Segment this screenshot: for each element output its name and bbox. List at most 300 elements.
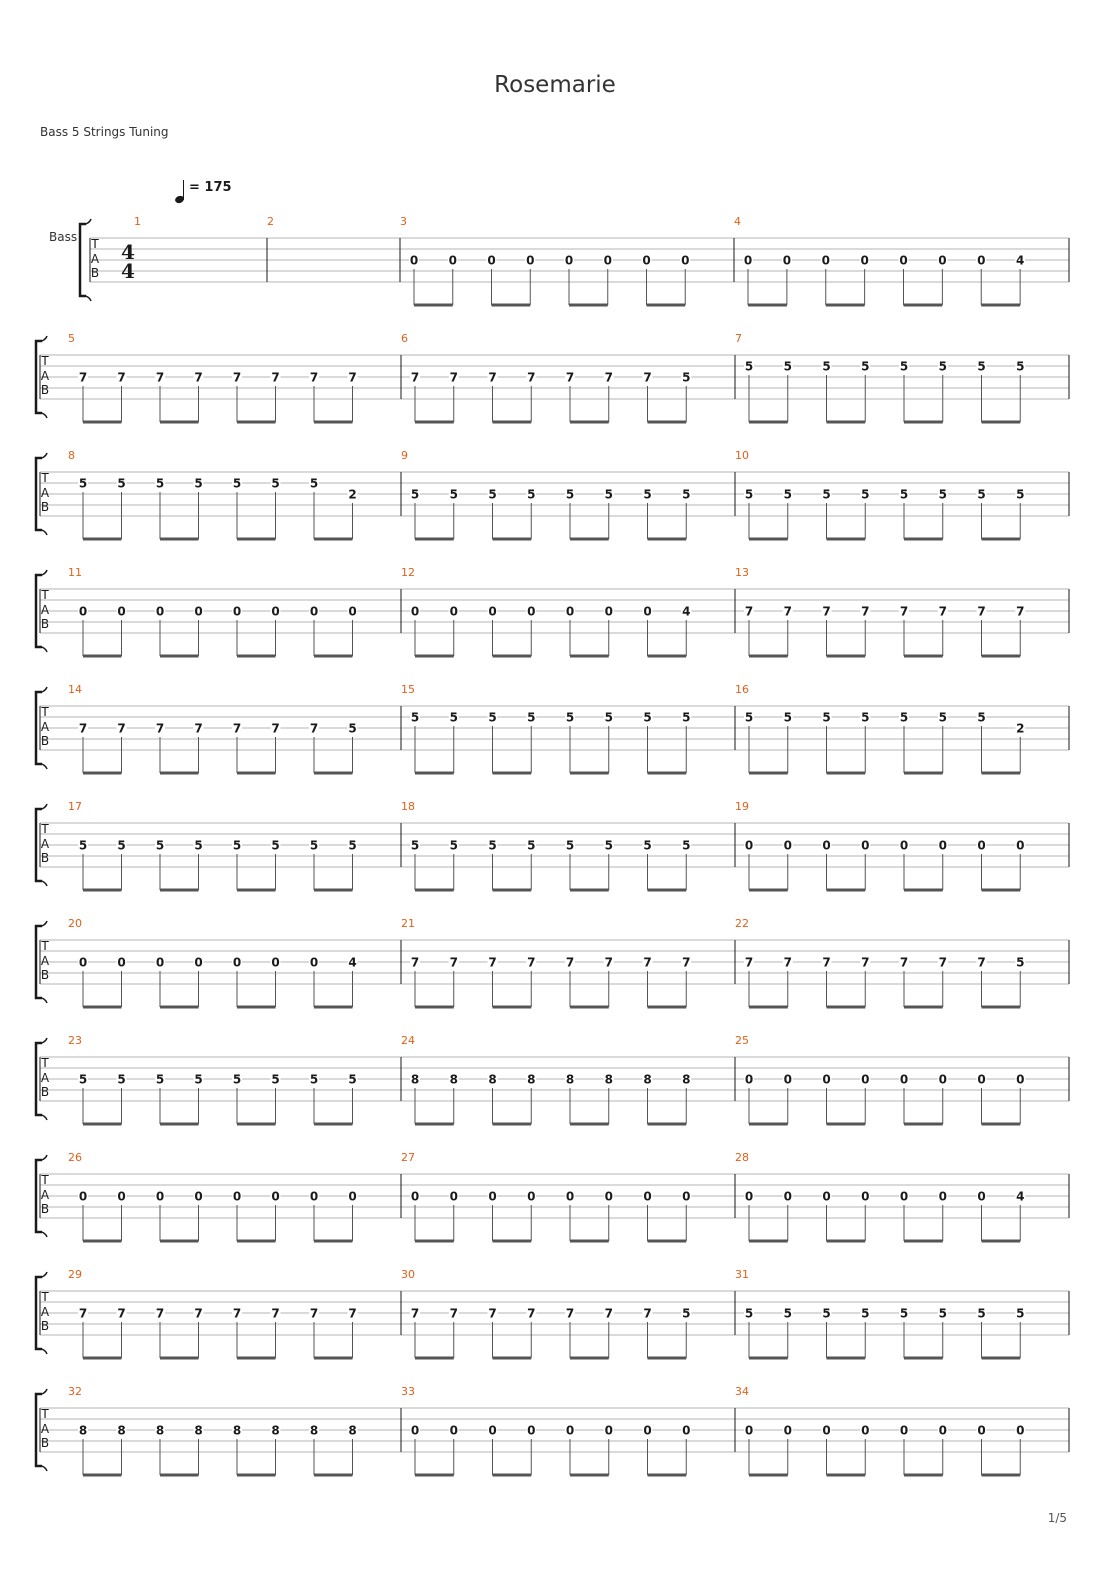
bracket-bottom-hook xyxy=(42,413,47,418)
fret-number: 7 xyxy=(232,370,242,385)
fret-number: 7 xyxy=(194,1306,203,1321)
fret-number: 5 xyxy=(565,710,575,725)
fret-number: 5 xyxy=(78,838,88,853)
fret-number: 8 xyxy=(78,1423,88,1438)
fret-number: 4 xyxy=(1016,1189,1025,1204)
tab-clef-letter: T xyxy=(41,822,49,836)
fret-number: 0 xyxy=(527,604,536,619)
fret-number: 0 xyxy=(1016,1072,1025,1087)
fret-number: 0 xyxy=(448,253,457,268)
fret-number: 7 xyxy=(899,604,909,619)
fret-number: 0 xyxy=(194,955,203,970)
fret-number: 8 xyxy=(565,1072,575,1087)
fret-number: 0 xyxy=(938,1189,947,1204)
tab-clef-letter: A xyxy=(40,954,50,968)
fret-number: 5 xyxy=(348,838,357,853)
fret-number: 5 xyxy=(783,359,792,374)
tab-clef-letter: B xyxy=(40,500,50,514)
fret-number: 0 xyxy=(783,1189,792,1204)
fret-number: 7 xyxy=(449,370,458,385)
fret-number: 5 xyxy=(682,487,691,502)
fret-number: 7 xyxy=(78,370,88,385)
measure-number: 19 xyxy=(735,800,749,813)
measure-number: 12 xyxy=(401,566,415,579)
tab-staff-svg xyxy=(0,917,1110,1020)
fret-number: 4 xyxy=(1015,253,1025,268)
fret-number: 0 xyxy=(449,604,458,619)
fret-number: 7 xyxy=(117,1306,126,1321)
fret-number: 5 xyxy=(899,710,909,725)
measure-number: 4 xyxy=(734,215,741,228)
fret-number: 5 xyxy=(822,487,831,502)
fret-number: 0 xyxy=(822,1423,831,1438)
fret-number: 7 xyxy=(861,604,870,619)
measure-number: 23 xyxy=(68,1034,82,1047)
fret-number: 0 xyxy=(938,1072,947,1087)
fret-number: 0 xyxy=(977,1423,986,1438)
fret-number: 0 xyxy=(643,604,652,619)
time-signature-denominator: 4 xyxy=(121,259,135,283)
fret-number: 5 xyxy=(117,476,126,491)
fret-number: 0 xyxy=(194,1189,203,1204)
measure-number: 16 xyxy=(735,683,749,696)
fret-number: 0 xyxy=(527,1423,536,1438)
fret-number: 5 xyxy=(822,359,831,374)
bracket-top-hook xyxy=(42,921,47,926)
tab-staff-svg xyxy=(0,683,1110,786)
fret-number: 7 xyxy=(232,1306,242,1321)
fret-number: 7 xyxy=(938,955,947,970)
fret-number: 5 xyxy=(977,359,986,374)
tab-staff-svg xyxy=(0,1385,1110,1488)
measure-number: 11 xyxy=(68,566,82,579)
tab-system xyxy=(0,1034,1110,1137)
fret-number: 5 xyxy=(977,487,986,502)
fret-number: 7 xyxy=(643,955,652,970)
measure-number: 21 xyxy=(401,917,415,930)
tab-clef-letter: T xyxy=(41,939,49,953)
tab-clef-letter: B xyxy=(40,968,50,982)
measure-number: 33 xyxy=(401,1385,415,1398)
fret-number: 0 xyxy=(565,1189,575,1204)
fret-number: 0 xyxy=(155,955,165,970)
fret-number: 5 xyxy=(271,1072,280,1087)
tab-clef-letter: B xyxy=(90,266,100,280)
bracket-top-hook xyxy=(42,336,47,341)
fret-number: 8 xyxy=(682,1072,691,1087)
fret-number: 5 xyxy=(309,838,319,853)
fret-number: 0 xyxy=(409,253,419,268)
measure-number: 29 xyxy=(68,1268,82,1281)
fret-number: 0 xyxy=(822,1189,831,1204)
fret-number: 0 xyxy=(487,253,496,268)
tab-system xyxy=(0,1385,1110,1488)
tab-clef-letter: A xyxy=(90,252,100,266)
tab-system xyxy=(0,332,1110,435)
fret-number: 7 xyxy=(348,370,357,385)
tab-clef-letter: A xyxy=(40,720,50,734)
bracket-bottom-hook xyxy=(86,296,91,301)
fret-number: 0 xyxy=(271,1189,280,1204)
fret-number: 7 xyxy=(488,370,497,385)
fret-number: 0 xyxy=(78,955,88,970)
fret-number: 5 xyxy=(565,487,575,502)
fret-number: 8 xyxy=(643,1072,652,1087)
fret-number: 7 xyxy=(232,721,242,736)
fret-number: 7 xyxy=(604,1306,613,1321)
measure-number: 30 xyxy=(401,1268,415,1281)
fret-number: 8 xyxy=(271,1423,280,1438)
fret-number: 5 xyxy=(604,710,613,725)
fret-number: 5 xyxy=(78,1072,88,1087)
fret-number: 8 xyxy=(604,1072,613,1087)
bracket-top-hook xyxy=(42,804,47,809)
fret-number: 5 xyxy=(643,838,652,853)
fret-number: 8 xyxy=(194,1423,203,1438)
fret-number: 0 xyxy=(410,1189,420,1204)
fret-number: 5 xyxy=(488,487,497,502)
fret-number: 5 xyxy=(527,710,536,725)
fret-number: 0 xyxy=(271,955,280,970)
fret-number: 0 xyxy=(232,955,242,970)
fret-number: 8 xyxy=(410,1072,420,1087)
fret-number: 0 xyxy=(822,1072,831,1087)
bracket-top-hook xyxy=(42,687,47,692)
fret-number: 0 xyxy=(977,838,986,853)
fret-number: 0 xyxy=(682,1189,691,1204)
measure-number: 18 xyxy=(401,800,415,813)
fret-number: 7 xyxy=(565,955,575,970)
fret-number: 5 xyxy=(1016,1306,1025,1321)
fret-number: 0 xyxy=(899,253,908,268)
fret-number: 0 xyxy=(309,955,319,970)
fret-number: 5 xyxy=(938,710,947,725)
fret-number: 0 xyxy=(899,1072,909,1087)
fret-number: 7 xyxy=(783,604,792,619)
fret-number: 7 xyxy=(271,721,280,736)
tab-system xyxy=(0,683,1110,786)
fret-number: 7 xyxy=(783,955,792,970)
fret-number: 7 xyxy=(1016,604,1025,619)
fret-number: 5 xyxy=(977,1306,986,1321)
tab-system xyxy=(0,449,1110,552)
fret-number: 5 xyxy=(309,1072,319,1087)
fret-number: 0 xyxy=(232,1189,242,1204)
fret-number: 4 xyxy=(682,604,691,619)
bracket-bottom-hook xyxy=(42,1466,47,1471)
fret-number: 5 xyxy=(861,710,870,725)
fret-number: 5 xyxy=(410,487,420,502)
fret-number: 5 xyxy=(78,476,88,491)
fret-number: 7 xyxy=(861,955,870,970)
fret-number: 5 xyxy=(861,359,870,374)
fret-number: 0 xyxy=(938,253,947,268)
fret-number: 0 xyxy=(681,253,690,268)
fret-number: 7 xyxy=(194,721,203,736)
fret-number: 5 xyxy=(232,476,242,491)
tab-clef-letter: A xyxy=(40,1305,50,1319)
fret-number: 8 xyxy=(488,1072,497,1087)
fret-number: 0 xyxy=(348,604,357,619)
bracket-bottom-hook xyxy=(42,530,47,535)
measure-number: 26 xyxy=(68,1151,82,1164)
fret-number: 5 xyxy=(682,838,691,853)
fret-number: 7 xyxy=(527,1306,536,1321)
fret-number: 8 xyxy=(348,1423,357,1438)
fret-number: 0 xyxy=(744,838,754,853)
fret-number: 5 xyxy=(783,710,792,725)
fret-number: 7 xyxy=(410,955,420,970)
fret-number: 7 xyxy=(309,1306,319,1321)
tempo-value: = 175 xyxy=(189,180,232,195)
tab-clef-letter: B xyxy=(40,1436,50,1450)
measure-number: 28 xyxy=(735,1151,749,1164)
tab-staff-svg xyxy=(0,1151,1110,1254)
tuning-label: Bass 5 Strings Tuning xyxy=(40,125,169,139)
measure-number: 32 xyxy=(68,1385,82,1398)
fret-number: 5 xyxy=(643,487,652,502)
fret-number: 0 xyxy=(488,1189,497,1204)
fret-number: 0 xyxy=(603,253,612,268)
fret-number: 5 xyxy=(309,476,319,491)
fret-number: 5 xyxy=(861,487,870,502)
fret-number: 0 xyxy=(643,1189,652,1204)
measure-number: 34 xyxy=(735,1385,749,1398)
fret-number: 5 xyxy=(449,710,458,725)
bracket-bottom-hook xyxy=(42,1349,47,1354)
fret-number: 0 xyxy=(977,1189,986,1204)
fret-number: 0 xyxy=(783,1072,792,1087)
fret-number: 7 xyxy=(682,955,691,970)
measure-number: 20 xyxy=(68,917,82,930)
bracket-top-hook xyxy=(42,453,47,458)
fret-number: 0 xyxy=(860,253,869,268)
measure-number: 7 xyxy=(735,332,742,345)
fret-number: 5 xyxy=(117,1072,126,1087)
fret-number: 0 xyxy=(348,1189,357,1204)
fret-number: 7 xyxy=(155,370,165,385)
fret-number: 7 xyxy=(744,955,754,970)
page-indicator: 1/5 xyxy=(1047,1511,1067,1525)
tab-clef-letter: A xyxy=(40,837,50,851)
fret-number: 0 xyxy=(899,1189,909,1204)
fret-number: 5 xyxy=(899,359,909,374)
fret-number: 7 xyxy=(899,955,909,970)
tab-clef-letter: T xyxy=(91,237,99,251)
fret-number: 7 xyxy=(565,1306,575,1321)
fret-number: 5 xyxy=(155,476,165,491)
fret-number: 5 xyxy=(117,838,126,853)
tab-clef-letter: B xyxy=(40,1319,50,1333)
tab-staff-svg xyxy=(0,332,1110,435)
fret-number: 0 xyxy=(938,838,947,853)
fret-number: 5 xyxy=(938,359,947,374)
fret-number: 2 xyxy=(1016,721,1025,736)
fret-number: 0 xyxy=(488,1423,497,1438)
fret-number: 0 xyxy=(642,253,651,268)
fret-number: 7 xyxy=(117,721,126,736)
measure-number: 3 xyxy=(400,215,407,228)
tab-system xyxy=(0,215,1110,318)
fret-number: 7 xyxy=(527,955,536,970)
fret-number: 5 xyxy=(1016,359,1025,374)
fret-number: 7 xyxy=(309,721,319,736)
fret-number: 5 xyxy=(449,487,458,502)
fret-number: 0 xyxy=(117,1189,126,1204)
measure-number: 5 xyxy=(68,332,75,345)
fret-number: 5 xyxy=(977,710,986,725)
measure-number: 22 xyxy=(735,917,749,930)
fret-number: 5 xyxy=(194,1072,203,1087)
fret-number: 0 xyxy=(782,253,792,268)
fret-number: 0 xyxy=(309,1189,319,1204)
fret-number: 5 xyxy=(744,710,754,725)
fret-number: 0 xyxy=(822,838,831,853)
bracket-bottom-hook xyxy=(42,764,47,769)
fret-number: 7 xyxy=(117,370,126,385)
fret-number: 7 xyxy=(78,721,88,736)
tab-staff-svg xyxy=(0,1268,1110,1371)
fret-number: 0 xyxy=(899,838,909,853)
fret-number: 0 xyxy=(194,604,203,619)
fret-number: 7 xyxy=(309,370,319,385)
fret-number: 0 xyxy=(564,253,574,268)
bracket-top-hook xyxy=(86,219,91,224)
time-signature-numerator: 4 xyxy=(121,240,135,264)
fret-number: 5 xyxy=(194,476,203,491)
bracket-bottom-hook xyxy=(42,1232,47,1237)
tab-clef-letter: B xyxy=(40,383,50,397)
tab-clef-letter: T xyxy=(41,1056,49,1070)
fret-number: 7 xyxy=(155,1306,165,1321)
fret-number: 0 xyxy=(977,1072,986,1087)
fret-number: 5 xyxy=(410,710,420,725)
fret-number: 7 xyxy=(977,604,986,619)
fret-number: 5 xyxy=(938,487,947,502)
tab-clef-letter: B xyxy=(40,1085,50,1099)
tab-clef-letter: B xyxy=(40,851,50,865)
fret-number: 5 xyxy=(822,710,831,725)
fret-number: 0 xyxy=(861,838,870,853)
tab-clef-letter: A xyxy=(40,1071,50,1085)
fret-number: 7 xyxy=(822,955,831,970)
tab-clef-letter: T xyxy=(41,588,49,602)
fret-number: 5 xyxy=(938,1306,947,1321)
fret-number: 0 xyxy=(526,253,535,268)
fret-number: 5 xyxy=(744,1306,754,1321)
tab-staff-svg xyxy=(0,1034,1110,1137)
fret-number: 5 xyxy=(527,838,536,853)
bracket-bottom-hook xyxy=(42,881,47,886)
fret-number: 0 xyxy=(899,1423,909,1438)
fret-number: 2 xyxy=(348,487,357,502)
tab-clef-letter: B xyxy=(40,1202,50,1216)
bracket-top-hook xyxy=(42,1038,47,1043)
measure-number: 17 xyxy=(68,800,82,813)
fret-number: 5 xyxy=(155,838,165,853)
tab-clef-letter: T xyxy=(41,1173,49,1187)
fret-number: 0 xyxy=(821,253,830,268)
tab-clef-letter: T xyxy=(41,1407,49,1421)
fret-number: 7 xyxy=(449,955,458,970)
fret-number: 0 xyxy=(155,1189,165,1204)
fret-number: 0 xyxy=(744,1189,754,1204)
fret-number: 7 xyxy=(977,955,986,970)
bracket-bottom-hook xyxy=(42,647,47,652)
fret-number: 0 xyxy=(117,604,126,619)
fret-number: 7 xyxy=(527,370,536,385)
fret-number: 5 xyxy=(155,1072,165,1087)
tab-system xyxy=(0,566,1110,669)
fret-number: 7 xyxy=(449,1306,458,1321)
tab-clef-letter: A xyxy=(40,369,50,383)
fret-number: 5 xyxy=(194,838,203,853)
fret-number: 5 xyxy=(271,838,280,853)
fret-number: 5 xyxy=(1016,487,1025,502)
tab-clef-letter: A xyxy=(40,603,50,617)
fret-number: 8 xyxy=(117,1423,126,1438)
measure-number: 1 xyxy=(134,215,141,228)
measure-number: 31 xyxy=(735,1268,749,1281)
measure-number: 15 xyxy=(401,683,415,696)
fret-number: 0 xyxy=(861,1189,870,1204)
fret-number: 7 xyxy=(271,1306,280,1321)
fret-number: 8 xyxy=(309,1423,319,1438)
fret-number: 5 xyxy=(861,1306,870,1321)
fret-number: 0 xyxy=(449,1423,458,1438)
fret-number: 0 xyxy=(682,1423,691,1438)
bracket-top-hook xyxy=(42,1389,47,1394)
fret-number: 7 xyxy=(488,955,497,970)
fret-number: 0 xyxy=(117,955,126,970)
fret-number: 7 xyxy=(155,721,165,736)
fret-number: 8 xyxy=(232,1423,242,1438)
fret-number: 5 xyxy=(643,710,652,725)
fret-number: 7 xyxy=(348,1306,357,1321)
fret-number: 0 xyxy=(861,1423,870,1438)
fret-number: 5 xyxy=(565,838,575,853)
measure-number: 24 xyxy=(401,1034,415,1047)
fret-number: 0 xyxy=(78,1189,88,1204)
fret-number: 7 xyxy=(822,604,831,619)
fret-number: 0 xyxy=(977,253,986,268)
fret-number: 7 xyxy=(194,370,203,385)
fret-number: 4 xyxy=(348,955,357,970)
fret-number: 5 xyxy=(348,721,357,736)
fret-number: 5 xyxy=(232,1072,242,1087)
fret-number: 0 xyxy=(78,604,88,619)
fret-number: 5 xyxy=(604,838,613,853)
fret-number: 0 xyxy=(271,604,280,619)
fret-number: 0 xyxy=(565,1423,575,1438)
fret-number: 5 xyxy=(899,1306,909,1321)
tab-clef-letter: T xyxy=(41,705,49,719)
fret-number: 5 xyxy=(744,359,754,374)
fret-number: 8 xyxy=(155,1423,165,1438)
tab-clef-letter: B xyxy=(40,734,50,748)
fret-number: 5 xyxy=(271,476,280,491)
fret-number: 0 xyxy=(783,1423,792,1438)
fret-number: 0 xyxy=(1016,838,1025,853)
fret-number: 0 xyxy=(309,604,319,619)
instrument-label: Bass xyxy=(49,230,78,244)
fret-number: 5 xyxy=(682,1306,691,1321)
fret-number: 0 xyxy=(1016,1423,1025,1438)
fret-number: 7 xyxy=(488,1306,497,1321)
fret-number: 0 xyxy=(488,604,497,619)
fret-number: 5 xyxy=(449,838,458,853)
fret-number: 5 xyxy=(744,487,754,502)
